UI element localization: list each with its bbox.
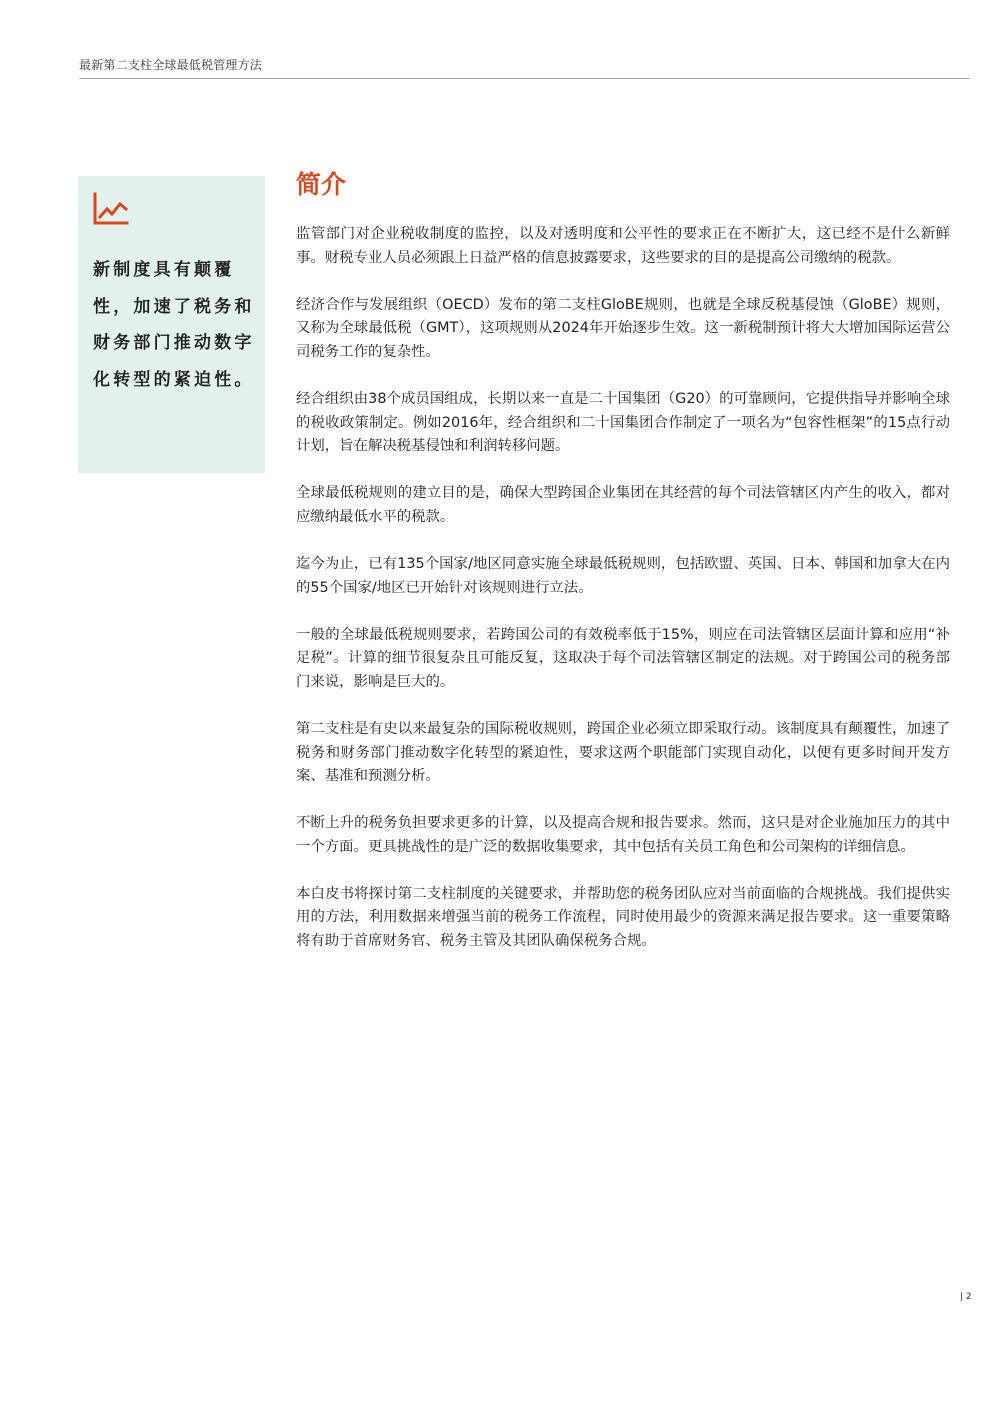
paragraph: 第二支柱是有史以来最复杂的国际税收规则，跨国企业必须立即采取行动。该制度具有颠覆性，加速了税务和财务部门推动数字化转型的紧迫性，要求这两个职能部门实现自动化，以便有更多时间开发方案、基准和预测分析。 bbox=[296, 720, 950, 785]
paragraph: 经济合作与发展组织（OECD）发布的第二支柱GloBE规则，也就是全球反税基侵蚀（GloBE）规则，又称为全球最低税（GMT），这项规则从2024年开始逐步生效。这一新税制预计将大大增加国际运营公司税务工作的复杂性。 bbox=[296, 296, 950, 360]
paragraph: 一般的全球最低税规则要求，若跨国公司的有效税率低于15%，则应在司法管辖区层面计算和应用“补足税”。计算的细节很复杂且可能反复，这取决于每个司法管辖区制定的法规。对于跨国公司的税务部门来说，影响是巨大的。 bbox=[296, 626, 950, 690]
page-number: | 2 bbox=[960, 1292, 972, 1302]
body-text bbox=[296, 223, 950, 977]
paragraph: 全球最低税规则的建立目的是，确保大型跨国企业集团在其经营的每个司法管辖区内产生的收入，都对应缴纳最低水平的税款。 bbox=[296, 485, 950, 525]
paragraph: 迄今为止，已有135个国家/地区同意实施全球最低税规则，包括欧盟、英国、日本、韩国和加拿大在内的55个国家/地区已开始针对该规则进行立法。 bbox=[296, 555, 950, 596]
paragraph: 监管部门对企业税收制度的监控，以及对透明度和公平性的要求正在不断扩大，这已经不是什么新鲜事。财税专业人员必须跟上日益严格的信息披露要求，这些要求的目的是提高公司缴纳的税款。 bbox=[296, 226, 950, 266]
header-divider bbox=[79, 78, 970, 79]
section-title: 简介 bbox=[296, 170, 347, 199]
paragraph: 本白皮书将探讨第二支柱制度的关键要求，并帮助您的税务团队应对当前面临的合规挑战。我们提供实用的方法，利用数据来增强当前的税务工作流程，同时使用最少的资源来满足报告要求。这一重要策略将有助于首席财务官、税务主管及其团队确保税务合规。 bbox=[296, 885, 950, 950]
callout-box bbox=[78, 176, 265, 473]
paragraph: 不断上升的税务负担要求更多的计算，以及提高合规和报告要求。然而，这只是对企业施加压力的其中一个方面。更具挑战性的是广泛的数据收集要求，其中包括有关员工角色和公司架构的详细信息。 bbox=[296, 815, 950, 855]
running-header: 最新第二支柱全球最低税管理方法 bbox=[79, 58, 263, 72]
paragraph: 经合组织由38个成员国组成，长期以来一直是二十国集团（G20）的可靠顾问，它提供指导并影响全球的税收政策制定。例如2016年，经合组织和二十国集团合作制定了一项名为“包容性框架”的15点行动计划，旨在解决税基侵蚀和利润转移问题。 bbox=[296, 390, 950, 455]
line-chart-icon bbox=[93, 192, 129, 226]
callout-quote: 新制度具有颠覆性，加速了税务和财务部门推动数字化转型的紧迫性。 bbox=[93, 260, 255, 390]
